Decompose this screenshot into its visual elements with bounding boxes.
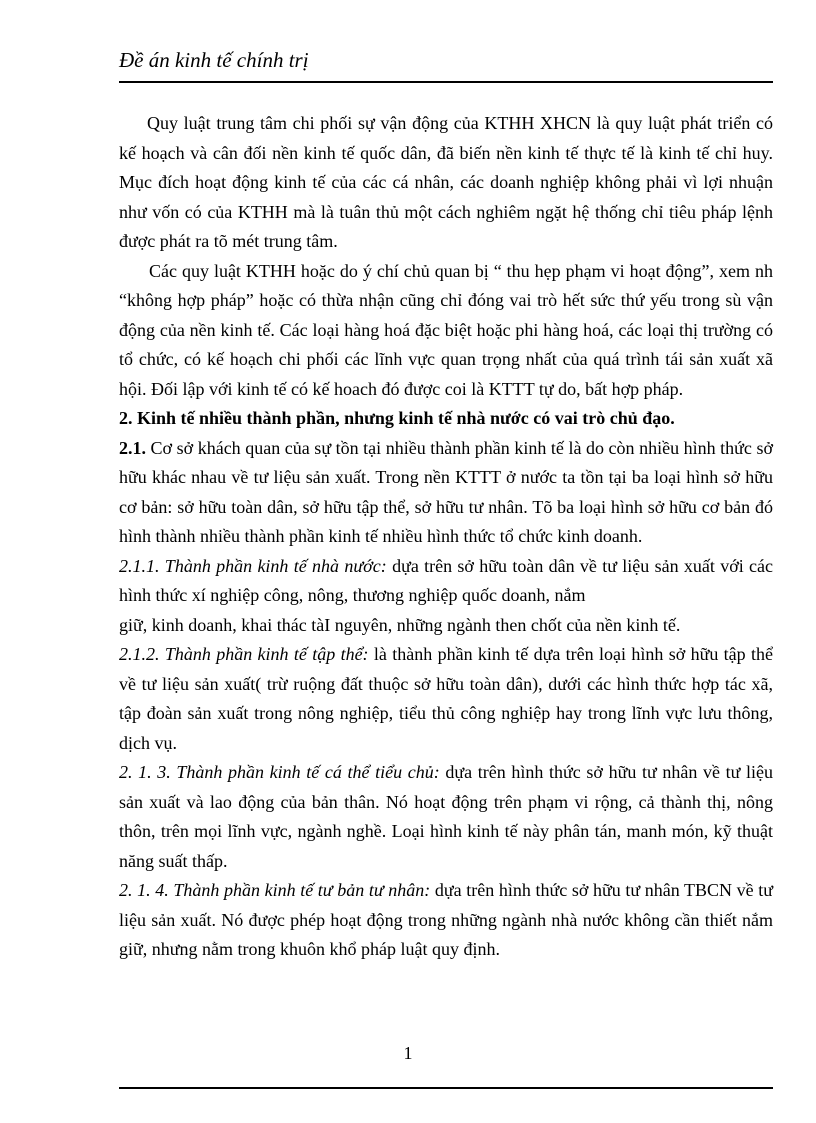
- page-number: 1: [403, 1043, 413, 1063]
- section-2-1-label: 2.1.: [119, 437, 146, 458]
- section-2-1-3-text: dựa trên hình thức sở hữu tư nhân về tư liệu sản xuất và lao động của bản thân. Nó hoạt động trên phạm vi rộng, cả thành thị, nông thôn, trên mọi lĩnh vực, ngành nghề. Loại hình kinh tế này phân tán, manh món, kỹ thuật năng suất thấp.: [119, 762, 773, 871]
- section-2-1-1-text: dựa trên sở hữu toàn dân về tư liệu sản xuất với các hình thức xí nghiệp công, nông, thương nghiệp quốc doanh, nắm: [119, 555, 773, 605]
- section-heading-2: 2. Kinh tế nhiều thành phần, nhưng kinh tế nhà nước có vai trò chủ đạo.: [119, 408, 675, 428]
- footer-divider: [119, 1087, 773, 1089]
- paragraph-2: Các quy luật KTHH hoặc do ý chí chủ quan bị “ thu hẹp phạm vi hoạt động”, xem nh “không hợp pháp” hoặc có thừa nhận cũng chỉ đóng vai trò hết sức thứ yếu trong sù vận động của nền kinh tế. Các loại hàng hoá đặc biệt hoặc phi hàng hoá, các loại thị trường có tổ chức, có kế hoạch chi phối các lĩnh vực quan trọng nhất của quá trình tái sản xuất xã hội. Đối lập với kinh tế có kế hoach đó được coi là KTTT tự do, bất hợp pháp.: [119, 260, 773, 399]
- page-header-title: Đề án kinh tế chính trị: [119, 48, 309, 72]
- section-2-1-1-label: 2.1.1. Thành phần kinh tế nhà nước:: [119, 555, 387, 576]
- section-2-1-2-label: 2.1.2. Thành phần kinh tế tập thể:: [119, 644, 369, 664]
- section-2-1-4-text: dựa trên hình thức sở hữu tư nhân TBCN về tư liệu sản xuất. Nó được phép hoạt động trong những ngành nhà nước không cần thiết nắm giữ, nhưng nằm trong khuôn khổ pháp luật quy định.: [119, 880, 774, 959]
- section-2-1-2-text: là thành phần kinh tế dựa trên loại hình sở hữu tập thể về tư liệu sản xuất( trừ ruộng đất thuộc sở hữu toàn dân), dưới các hình thức hợp tác xã, tập đoàn sản xuất trong nông nghiệp, tiểu thủ công nghiệp hay trong lĩnh vực lưu thông, dịch vụ.: [119, 644, 773, 753]
- document-body: [119, 109, 773, 965]
- section-2-1-4-label: 2. 1. 4. Thành phần kinh tế tư bản tư nhân:: [119, 880, 431, 900]
- paragraph-1: Quy luật trung tâm chi phối sự vận động của KTHH XHCN là quy luật phát triển có kế hoạch và cân đối nền kinh tế quốc dân, đã biến nền kinh tế thực tế là kinh tế chỉ huy. Mục đích hoạt động kinh tế của các cá nhân, các doanh nghiệp không phải vì lợi nhuận như vốn có của KTHH mà là tuân thủ một cách nghiêm ngặt hệ thống chỉ tiêu pháp lệnh được phát ra tõ mét trung tâm.: [119, 113, 773, 251]
- section-2-1-3: [119, 758, 773, 876]
- section-2-1-4: [119, 876, 773, 965]
- section-2-1-1-continuation: giữ, kinh doanh, khai thác tàI nguyên, những ngành then chốt của nền kinh tế.: [119, 614, 681, 635]
- header-divider: [119, 81, 773, 83]
- section-2-1-3-label: 2. 1. 3. Thành phần kinh tế cá thể tiểu chủ:: [119, 762, 440, 782]
- section-2-1-1: [119, 552, 773, 611]
- section-2-1: [119, 434, 773, 552]
- section-2-1-text: Cơ sở khách quan của sự tồn tại nhiều thành phần kinh tế là do còn nhiều hình thức sở hữu khác nhau về tư liệu sản xuất. Trong nền KTTT ở nước ta tồn tại ba loại hình sở hữu cơ bản: sở hữu toàn dân, sở hữu tập thể, sở hữu tư nhân. Tõ ba loại hình sở hữu cơ bản đó hình thành nhiều thành phần kinh tế nhiều hình thức tổ chức kinh doanh.: [119, 437, 773, 546]
- section-2-1-2: [119, 640, 773, 758]
